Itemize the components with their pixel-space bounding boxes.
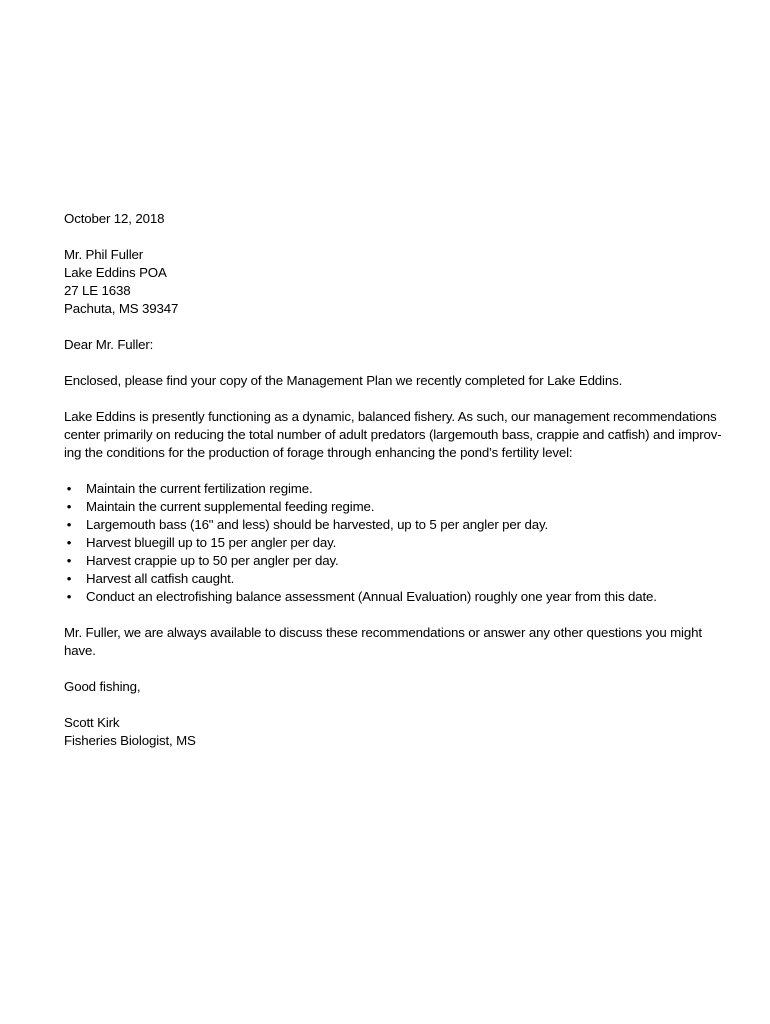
bullet-icon: • [66,589,72,604]
bullet-icon: • [66,517,72,532]
spacer [64,390,704,408]
paragraph-enclosed: Enclosed, please find your copy of the Management Plan we recently completed for Lake Eddins. [64,373,623,388]
paragraph-line: ing the conditions for the production of forage through enhancing the pond’s fertility level: [64,445,573,460]
list-item-text: Harvest crappie up to 50 per angler per day. [86,553,339,568]
spacer [64,354,704,372]
list-item [64,516,704,534]
spacer [64,606,704,624]
closing: Good fishing, [64,679,141,694]
paragraph-availability [64,624,704,660]
paragraph-line: center primarily on reducing the total number of adult predators (largemouth bass, crappie and catfish) and improv- [64,427,722,442]
letter-date: October 12, 2018 [64,211,165,226]
bullet-icon: • [66,481,72,496]
recipient-address [64,246,704,318]
list-item-text: Maintain the current fertilization regime. [86,481,313,496]
list-item [64,570,704,588]
spacer [64,462,704,480]
list-item-text: Maintain the current supplemental feeding regime. [86,499,375,514]
spacer [64,660,704,678]
list-item-text: Harvest bluegill up to 15 per angler per day. [86,535,337,550]
spacer [64,696,704,714]
signer-name: Scott Kirk [64,715,120,730]
list-item-text: Largemouth bass (16" and less) should be harvested, up to 5 per angler per day. [86,517,549,532]
salutation: Dear Mr. Fuller: [64,337,154,352]
paragraph-line: Mr. Fuller, we are always available to discuss these recommendations or answer any other questions you might [64,625,702,640]
bullet-icon: • [66,571,72,586]
list-item [64,480,704,498]
list-item [64,552,704,570]
paragraph-line: Lake Eddins is presently functioning as a dynamic, balanced fishery. As such, our management recommendations [64,409,717,424]
bullet-icon: • [66,535,72,550]
recipient-city-state-zip: Pachuta, MS 39347 [64,301,179,316]
letter-body [64,210,722,750]
list-item [64,588,704,606]
recipient-organization: Lake Eddins POA [64,265,167,280]
signer-title: Fisheries Biologist, MS [64,733,196,748]
recipient-street: 27 LE 1638 [64,283,131,298]
spacer [64,228,704,246]
paragraph-fishery-status [64,408,722,462]
list-item [64,498,704,516]
recommendations-list [64,480,704,606]
list-item [64,534,704,552]
list-item-text: Harvest all catfish caught. [86,571,235,586]
recipient-name: Mr. Phil Fuller [64,247,144,262]
bullet-icon: • [66,499,72,514]
spacer [64,318,704,336]
signature-block [64,714,704,750]
bullet-icon: • [66,553,72,568]
list-item-text: Conduct an electrofishing balance assessment (Annual Evaluation) roughly one year from this date. [86,589,657,604]
paragraph-line: have. [64,643,96,658]
